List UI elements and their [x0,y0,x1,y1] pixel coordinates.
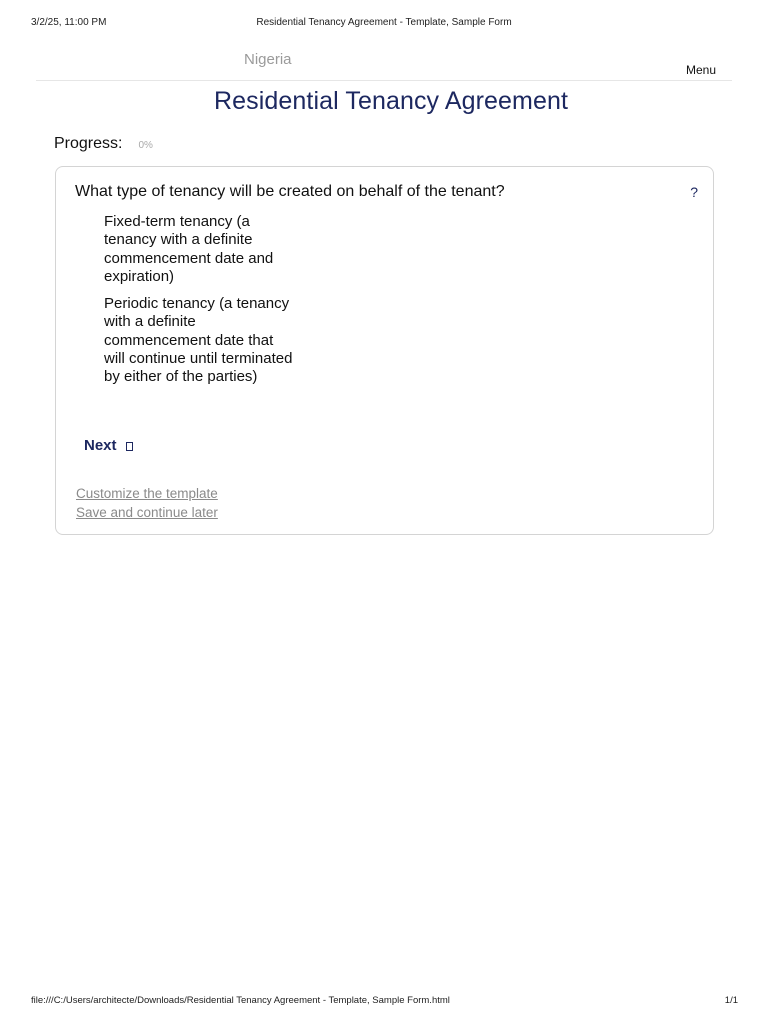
next-arrow-icon [126,442,133,451]
print-file-path: file:///C:/Users/architecte/Downloads/Residential Tenancy Agreement - Template, Sample Form.html [31,995,450,1006]
option-fixed-term[interactable]: Fixed-term tenancy (a tenancy with a definite commencement date and expiration) [104,213,274,285]
save-continue-later-link[interactable]: Save and continue later [76,505,218,520]
tenancy-type-options [104,213,294,396]
menu-button[interactable]: Menu [685,63,716,77]
page-title: Residential Tenancy Agreement [213,87,569,115]
customize-template-link[interactable]: Customize the template [76,486,218,501]
next-label: Next [84,437,117,454]
question-card [55,166,714,535]
progress-label: Progress: [54,135,123,152]
country-label: Nigeria [244,51,292,68]
progress-value: 0% [138,139,153,151]
next-button[interactable] [84,437,133,454]
print-title: Residential Tenancy Agreement - Template, Sample Form [256,17,512,28]
question-text: What type of tenancy will be created on behalf of the tenant? [75,183,505,200]
site-header [36,46,732,81]
print-datetime: 3/2/25, 11:00 PM [31,17,107,28]
progress-indicator [54,134,153,154]
print-page-number: 1/1 [724,995,738,1006]
option-periodic[interactable]: Periodic tenancy (a tenancy with a definite commencement date that will continue until terminated by either of the parties) [104,295,293,386]
help-icon[interactable]: ? [690,184,698,200]
card-links [76,484,218,522]
